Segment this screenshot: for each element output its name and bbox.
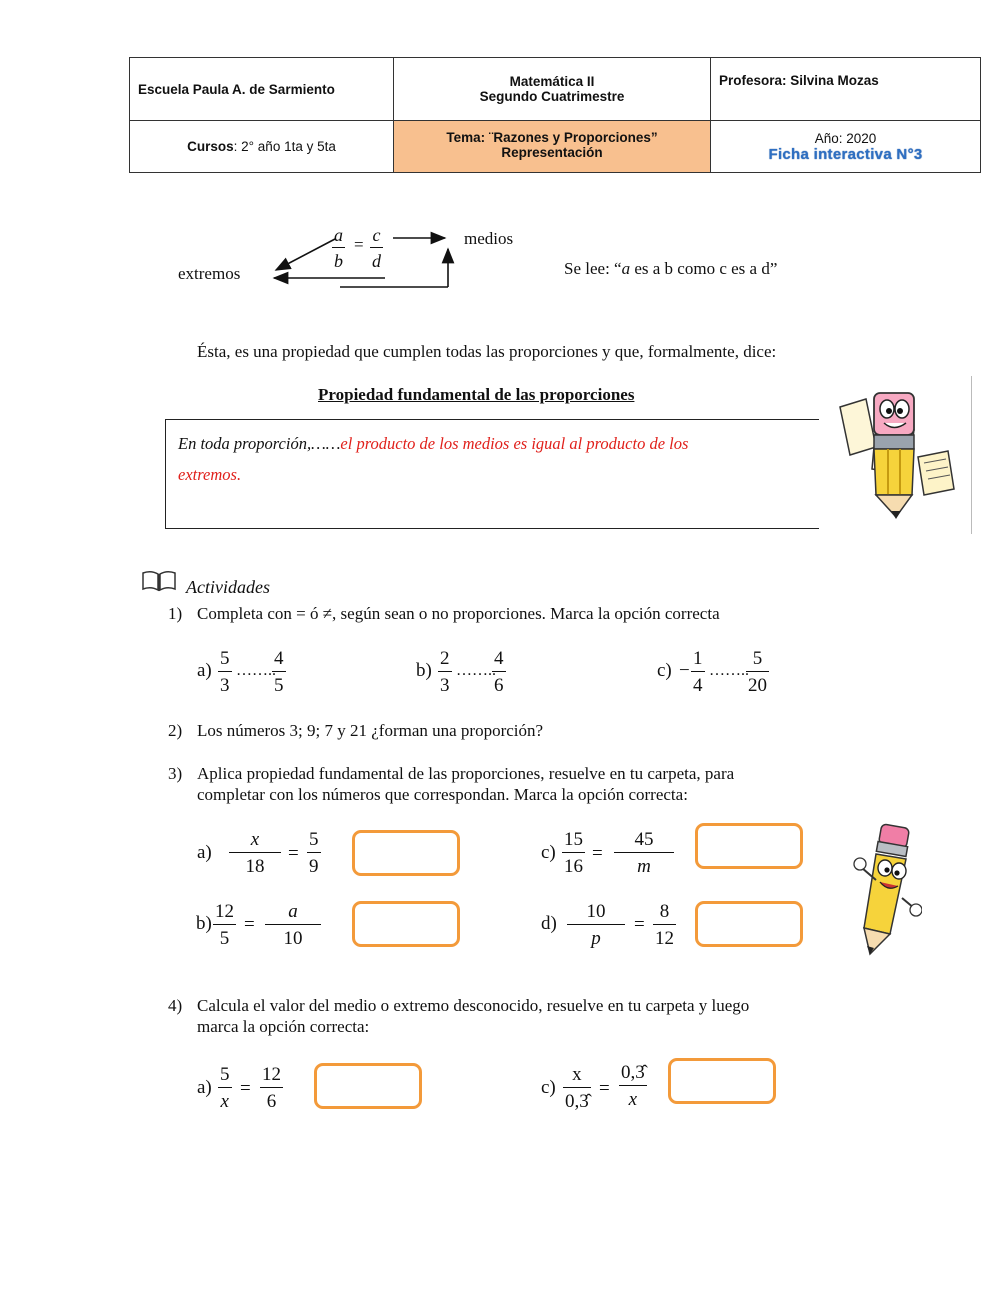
numerator: x <box>572 1064 582 1085</box>
courses-value: : 2° año 1ta y 5ta <box>233 139 336 154</box>
property-box <box>165 419 819 529</box>
numerator: 0,3̂ <box>621 1062 645 1083</box>
q3c-label: c) <box>541 842 556 863</box>
fraction-bar <box>438 671 452 672</box>
fraction-bar <box>691 671 705 672</box>
q3-number: 3) <box>168 764 183 783</box>
q1-number: 1) <box>168 604 183 623</box>
q3d-answer-box[interactable] <box>695 901 803 947</box>
denominator: 12 <box>655 928 674 949</box>
q3b-frac2 <box>265 902 321 948</box>
fraction-bar <box>272 671 286 672</box>
q3d-label: d) <box>541 913 557 934</box>
topic-line1: Tema: ¨Razones y Proporciones” <box>446 130 658 145</box>
denominator: 4 <box>693 675 703 696</box>
denominator: 5 <box>274 675 284 696</box>
q4c-equals: = <box>599 1078 610 1099</box>
courses-label: Cursos <box>187 139 234 154</box>
q3a-frac2 <box>307 830 321 876</box>
topic-cell <box>394 121 711 173</box>
q4-number: 4) <box>168 996 183 1015</box>
fraction-bar <box>653 924 676 925</box>
denominator: x <box>220 1091 229 1112</box>
fraction-bar <box>567 924 625 925</box>
reading-italic: a <box>621 259 631 278</box>
header-table <box>129 57 981 173</box>
q3a-frac1 <box>229 830 281 876</box>
denominator: 9 <box>309 856 319 877</box>
denominator: 16 <box>564 856 583 877</box>
q4a-answer-box[interactable] <box>314 1063 422 1109</box>
book-icon <box>141 570 177 592</box>
q3c-frac1 <box>562 830 585 876</box>
numerator: 1 <box>693 648 703 669</box>
subject-line2: Segundo Cuatrimestre <box>479 89 625 104</box>
reading-rest: es a b como c es a d” <box>630 259 778 278</box>
q4a-frac1 <box>218 1065 232 1111</box>
q4a-equals: = <box>240 1078 251 1099</box>
fraction-bar <box>619 1085 647 1086</box>
q2-number: 2) <box>168 721 183 740</box>
q1b-label: b) <box>416 660 432 681</box>
reading-text <box>564 259 777 279</box>
activities-title: Actividades <box>186 577 270 597</box>
denominator: 3 <box>440 675 450 696</box>
denominator: 20 <box>748 675 767 696</box>
numerator: 2 <box>440 648 450 669</box>
numerator: 5 <box>220 648 230 669</box>
property-red-line1: el producto de los medios es igual al producto de los <box>340 434 689 453</box>
q4-line2: marca la opción correcta: <box>197 1017 370 1036</box>
numerator: x <box>250 829 260 850</box>
teacher-name: Profesora: Silvina Mozas <box>711 58 981 121</box>
q3b-frac1 <box>213 902 236 948</box>
q1a-frac1 <box>218 649 232 695</box>
extremos-label: extremos <box>178 264 241 283</box>
proportion-arrows <box>260 225 460 295</box>
denominator: p <box>591 928 601 949</box>
q1c-label: c) <box>657 660 672 681</box>
q3b-label: b) <box>196 913 212 934</box>
fraction-bar <box>492 671 506 672</box>
q3-line2: completar con los números que correspondan. Marca la opción correcta: <box>197 785 688 804</box>
numerator: 4 <box>494 648 504 669</box>
numerator: 12 <box>262 1064 281 1085</box>
denominator: 10 <box>283 928 303 949</box>
denominator: 0,3̂ <box>565 1091 589 1112</box>
q3a-answer-box[interactable] <box>352 830 460 876</box>
fraction-bar <box>218 671 232 672</box>
fraction-bar <box>229 852 281 853</box>
q4-line1: Calcula el valor del medio o extremo desconocido, resuelve en tu carpeta y luego <box>197 996 750 1015</box>
q1b-dots[interactable]: …….. <box>456 662 496 679</box>
property-text <box>178 428 818 490</box>
denominator: 6 <box>266 1091 277 1112</box>
numerator: 5 <box>220 1064 230 1085</box>
q3d-equals: = <box>634 914 645 935</box>
fraction-bar <box>746 671 769 672</box>
var-a: a <box>334 225 343 245</box>
q4c-frac2 <box>619 1063 647 1109</box>
denominator: 6 <box>494 675 504 696</box>
fraction-bar <box>307 852 321 853</box>
q4c-frac1 <box>563 1065 591 1111</box>
denominator: m <box>637 856 651 877</box>
q3d-frac1 <box>567 902 625 948</box>
year-cell <box>711 121 981 173</box>
var-b: b <box>334 251 343 271</box>
q3-line1: Aplica propiedad fundamental de las proporciones, resuelve en tu carpeta, para <box>197 764 735 783</box>
q2-text: Los números 3; 9; 7 y 21 ¿forman una proporción? <box>197 721 544 740</box>
q1a-label: a) <box>197 660 212 681</box>
year-text: Año: 2020 <box>814 130 877 146</box>
numerator: 4 <box>274 648 284 669</box>
numerator: a <box>288 901 298 922</box>
q1a-dots[interactable]: …….. <box>236 662 276 679</box>
medios-label: medios <box>464 229 514 248</box>
denominator: x <box>628 1089 638 1110</box>
q3b-equals: = <box>244 914 255 935</box>
fraction-bar <box>218 1087 232 1088</box>
numerator: 12 <box>215 901 234 922</box>
q4a-frac2 <box>260 1065 283 1111</box>
q1c-dots[interactable]: …….. <box>709 662 749 679</box>
numerator: 10 <box>586 901 606 922</box>
subject-cell <box>394 58 711 121</box>
q1-text: Completa con = ó ≠, según sean o no proporciones. Marca la opción correcta <box>197 604 720 623</box>
q3a-equals: = <box>288 843 299 864</box>
numerator: 5 <box>752 648 763 669</box>
q3d-frac2 <box>653 902 676 948</box>
numerator: 15 <box>564 829 583 850</box>
topic-line2: Representación <box>501 145 603 160</box>
fraction-bar <box>614 852 674 853</box>
property-red-line2: extremos. <box>178 465 242 484</box>
var-d: d <box>372 251 381 271</box>
denominator: 18 <box>245 856 265 877</box>
numerator: 8 <box>659 901 670 922</box>
denominator: 5 <box>219 928 230 949</box>
q1b-frac1 <box>438 649 452 695</box>
q4c-label: c) <box>541 1077 556 1098</box>
reading-prefix: Se lee: “ <box>564 259 622 278</box>
q3c-answer-box[interactable] <box>695 823 803 869</box>
fraction-bar <box>265 924 321 925</box>
numerator: 5 <box>309 829 319 850</box>
ficha-title: Ficha interactiva N°3 <box>768 145 923 163</box>
q1c-frac2 <box>746 649 769 695</box>
intro-text: Ésta, es una propiedad que cumplen todas las proporciones y que, formalmente, dice: <box>197 342 777 361</box>
courses-cell <box>130 121 394 173</box>
q1a-frac2 <box>272 649 286 695</box>
fraction-bar <box>563 1087 591 1088</box>
fraction-bar <box>260 1087 283 1088</box>
school-name: Escuela Paula A. de Sarmiento <box>130 58 394 121</box>
denominator: 3 <box>220 675 230 696</box>
pencil-character-illustration <box>850 822 922 960</box>
q3a-label: a) <box>197 842 212 863</box>
q3c-equals: = <box>592 843 603 864</box>
q1b-frac2 <box>492 649 506 695</box>
q1c-frac1 <box>691 649 705 695</box>
property-title: Propiedad fundamental de las proporciones <box>318 385 635 404</box>
q4c-answer-box[interactable] <box>668 1058 776 1104</box>
var-c: c <box>372 225 381 245</box>
q3b-answer-box[interactable] <box>352 901 460 947</box>
q4a-label: a) <box>197 1077 212 1098</box>
numerator: 45 <box>634 829 654 850</box>
vertical-divider <box>971 376 972 534</box>
subject-line1: Matemática II <box>509 74 595 89</box>
eraser-character-illustration <box>836 385 966 525</box>
q3c-frac2 <box>614 830 674 876</box>
property-prefix: En toda proporción,…… <box>178 434 341 453</box>
equals-sign: = <box>354 235 364 254</box>
q1c-minus-sign: − <box>679 660 690 681</box>
fraction-bar <box>562 852 585 853</box>
fraction-bar <box>213 924 236 925</box>
arrow-a-to-extremos <box>276 239 335 270</box>
